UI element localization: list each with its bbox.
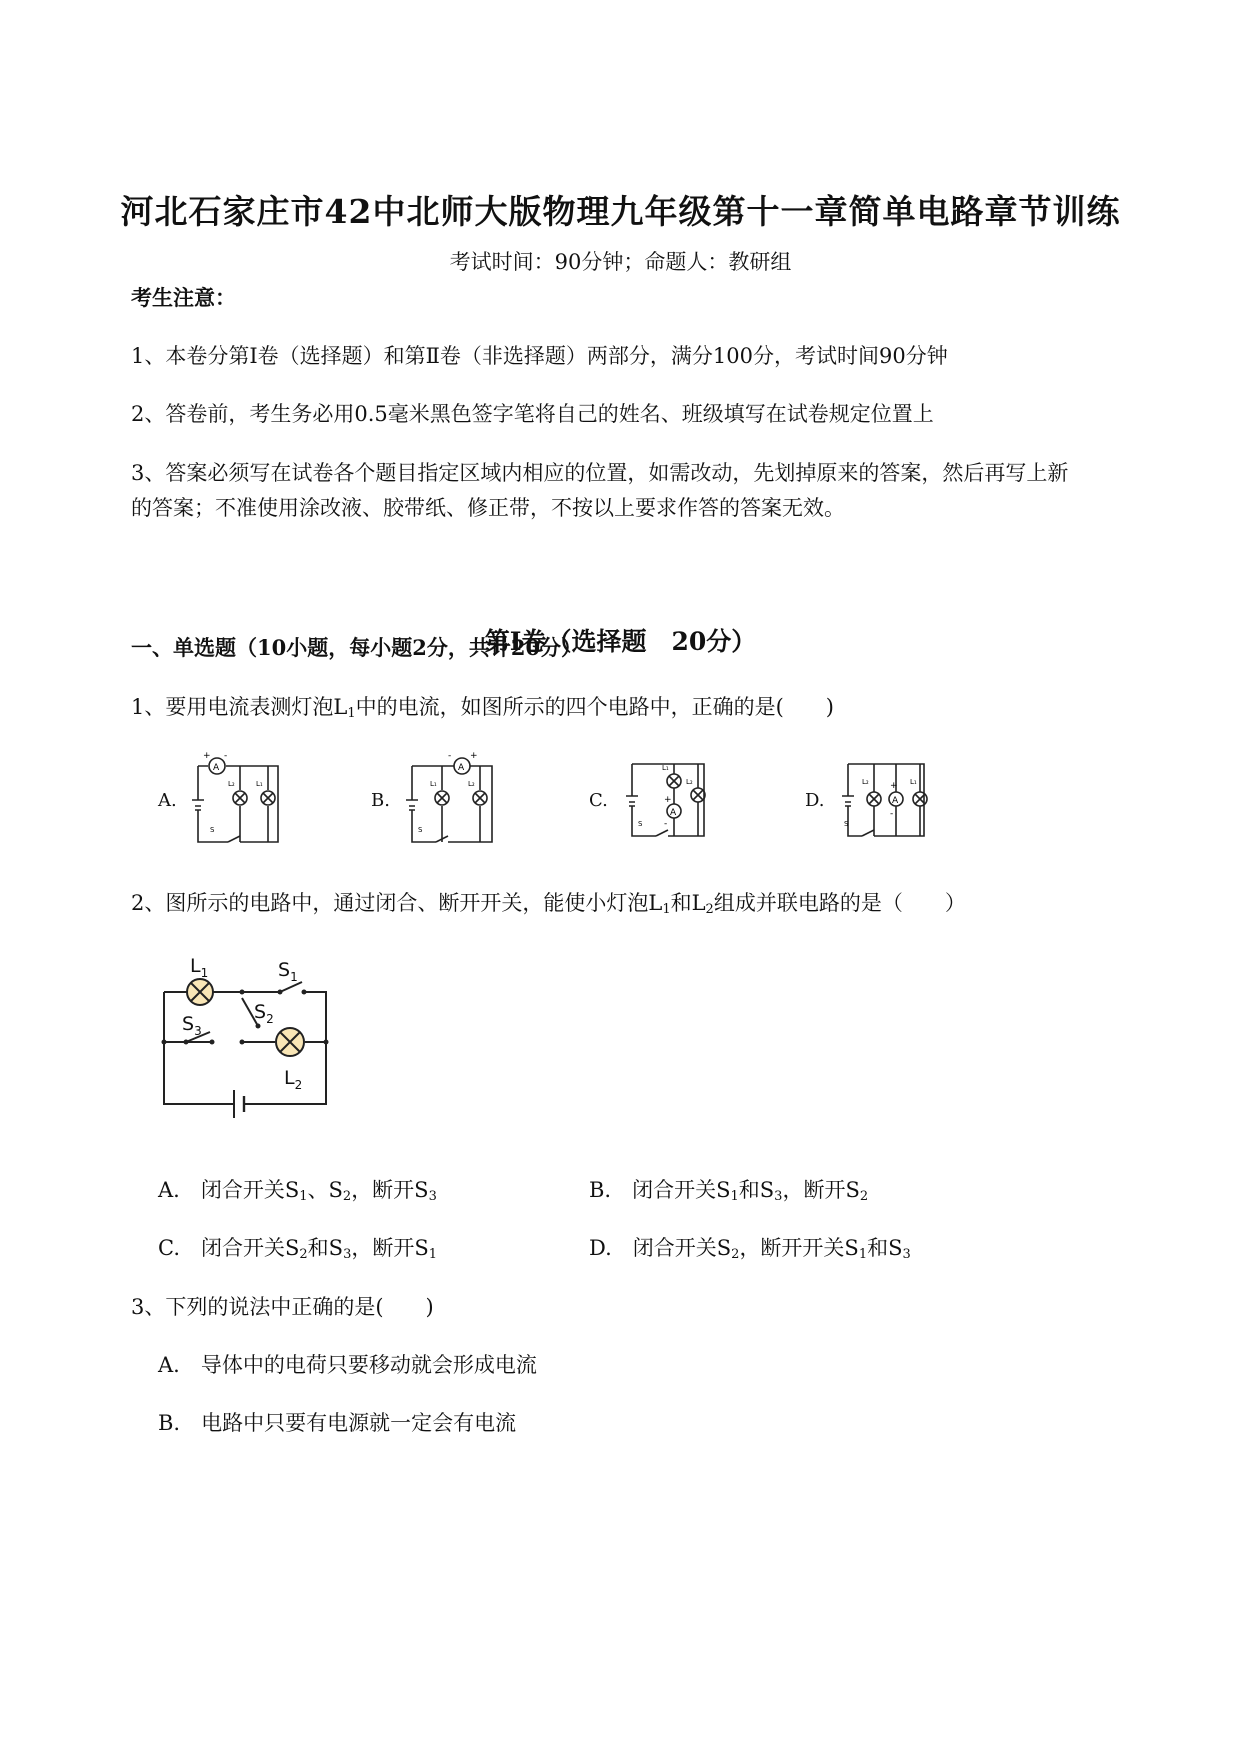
q2-diagram-s3: S [182,1013,195,1035]
q1-text-a: 1、要用电流表测灯泡L [131,695,348,719]
q2-diagram-l1: L [190,955,201,977]
q1-circuit-d [840,756,932,844]
q2-diagram-l2: L [284,1067,295,1089]
q2-text-3: 组成并联电路的是（ ） [713,891,966,915]
q2-text-2: 和L [670,891,706,915]
exam-title: 河北石家庄市42中北师大版物理九年级第十一章简单电路章节训练 [120,192,1121,231]
svg-text:+: + [470,751,478,761]
q2-d-s2: 1 [858,1247,868,1262]
notice-item-3-cont: 的答案；不准使用涂改液、胶带纸、修正带，不按以上要求作答的答案无效。 [131,496,845,520]
svg-text:S3 [182,1013,202,1038]
svg-text:L₁: L₁ [662,764,669,772]
question-3: 3、下列的说法中正确的是( ) [131,1295,434,1319]
q2-a-t1: A. 闭合开关S [158,1178,300,1202]
svg-text:A: A [458,763,465,773]
q2-d-t3: 和S [867,1236,903,1260]
q2-diagram-s1: S [278,959,291,981]
q2-c-t2: 和S [307,1236,344,1260]
q2-b-s3: 2 [859,1189,869,1204]
svg-text:L₁: L₁ [256,780,263,788]
q2-c-t1: C. 闭合开关S [158,1236,300,1260]
q3-option-b: B. 电路中只要有电源就一定会有电流 [158,1411,517,1435]
question-2 [131,887,966,917]
svg-text:L1 [190,955,208,980]
svg-text:L₁: L₁ [910,778,917,786]
q2-c-s1: 2 [299,1247,308,1262]
q2-d-s1: 2 [731,1247,740,1262]
q2-c-t3: ，断开S [351,1236,429,1260]
q2-a-s1: 1 [299,1189,308,1204]
svg-text:S: S [844,820,849,828]
notice-item-1: 1、本卷分第I卷（选择题）和第Ⅱ卷（非选择题）两部分，满分100分，考试时间90分钟 [131,344,948,368]
svg-text:+: + [203,751,211,761]
q2-b-s2: 3 [774,1189,783,1204]
q2-diagram-s2: S [254,1001,267,1023]
q3-option-a: A. 导体中的电荷只要移动就会形成电流 [158,1353,537,1377]
q2-diagram-s1-sub: 1 [290,970,298,984]
q2-option-c [158,1232,437,1262]
q2-b-t3: ，断开S [782,1178,860,1202]
q2-sub-2: 2 [705,902,714,917]
q2-option-d [589,1232,911,1262]
q2-option-a [158,1174,437,1204]
q2-c-s3: 1 [428,1247,438,1262]
q2-d-t2: ，断开开关S [739,1236,859,1260]
part-title: 一、单选题（10小题，每小题2分，共计20分） [131,635,583,660]
q2-circuit-diagram [150,950,350,1130]
q2-diagram-s3-sub: 3 [194,1024,202,1038]
section-title: 第I卷（选择题 20分） [484,627,757,656]
svg-text:S: S [418,826,423,834]
notice-item-3: 3、答案必须写在试卷各个题目指定区域内相应的位置，如需改动，先划掉原来的答案，然后再写上新 [131,461,1069,485]
question-1 [131,691,834,721]
notice-item-2: 2、答卷前，考生务必用0.5毫米黑色签字笔将自己的姓名、班级填写在试卷规定位置上 [131,402,934,426]
svg-text:L₂: L₂ [228,780,235,788]
q2-diagram-s2-sub: 2 [266,1012,274,1026]
svg-text:+: + [890,781,898,791]
notice-heading: 考生注意： [131,285,236,310]
svg-text:A: A [670,808,677,818]
q1-option-b-label: B. [371,790,390,811]
q1-circuit-a [190,748,280,844]
q2-a-s2: 2 [342,1189,352,1204]
q2-diagram-l1-sub: 1 [200,966,209,980]
q1-sub: 1 [347,706,356,721]
svg-text:+: + [664,795,672,805]
svg-text:S: S [210,826,215,834]
q2-text-1: 2、图所示的电路中，通过闭合、断开开关，能使小灯泡L [131,891,663,915]
svg-text:L₂: L₂ [686,778,693,786]
q2-d-t1: D. 闭合开关S [589,1236,732,1260]
q1-circuit-c [624,756,710,844]
q2-a-t3: ，断开S [351,1178,429,1202]
q2-d-s3: 3 [902,1247,911,1262]
q2-b-t2: 和S [738,1178,775,1202]
q1-option-d-label: D. [805,790,825,811]
q2-a-s3: 3 [428,1189,437,1204]
svg-text:A: A [213,763,220,773]
q2-c-s2: 3 [343,1247,352,1262]
q2-a-t2: 、S [307,1178,343,1202]
q2-sub-1: 1 [662,902,671,917]
q2-b-t1: B. 闭合开关S [589,1178,731,1202]
svg-text:A: A [892,796,899,806]
svg-text:-: - [890,809,894,819]
svg-text:S1 [278,959,298,984]
exam-subtitle: 考试时间：90分钟；命题人：教研组 [449,250,792,274]
q2-b-s1: 1 [730,1189,739,1204]
q2-diagram-l2-sub: 2 [294,1078,303,1092]
svg-text:L₂: L₂ [862,778,869,786]
q1-text-b: 中的电流，如图所示的四个电路中，正确的是( ) [355,695,834,719]
q1-option-a-label: A. [158,790,177,811]
svg-text:L2 [284,1067,302,1092]
q1-option-c-label: C. [589,790,608,811]
svg-text:S2 [254,1001,274,1026]
svg-text:L₂: L₂ [468,780,475,788]
svg-text:-: - [664,819,668,829]
svg-text:L₁: L₁ [430,780,437,788]
svg-text:-: - [224,751,228,761]
svg-text:S: S [638,820,643,828]
q1-circuit-b [404,748,494,844]
q2-option-b [589,1174,868,1204]
svg-text:-: - [448,751,452,761]
